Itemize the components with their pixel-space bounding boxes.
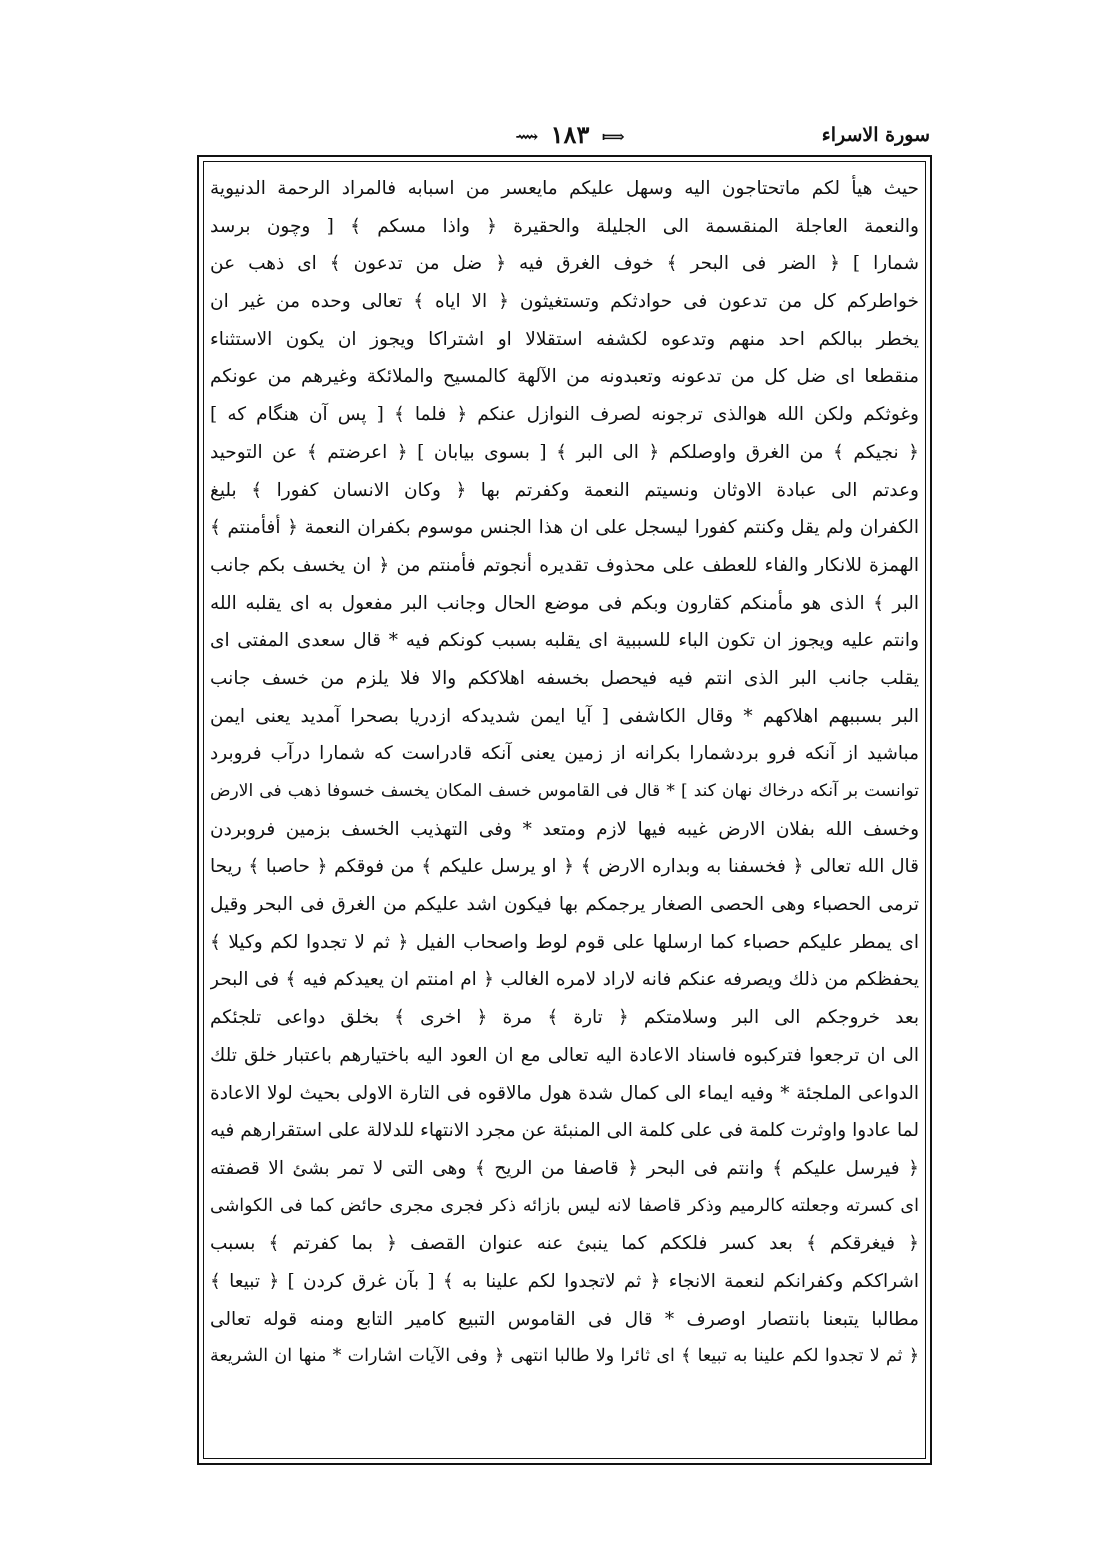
text-line: ﴿ ثم لا تجدوا لكم علينا به تبيعا ﴾ اى ثائرا ولا طالبا انتهى ﴿ وفى الآيات اشارات * منها ان الشريعة <box>210 1346 919 1367</box>
ornament-left-icon: ⟿ <box>515 127 539 146</box>
text-line: اشراككم وكفرانكم لنعمة الانجاء ﴿ ثم لاتجدوا لكم علينا به ﴾ [ بآن غرق كردن ] ﴿ تبيعا ﴾ <box>210 1270 919 1292</box>
text-line: البر ﴾ الذى هو مأمنكم كقارون وبكم فى موضع الحال وجانب البر مفعول به اى يقلبه الله <box>210 592 919 614</box>
text-line: والنعمة العاجلة المنقسمة الى الجليلة والحقيرة ﴿ واذا مسكم ﴾ [ وچون برسد <box>210 215 919 237</box>
text-body <box>210 170 919 1455</box>
text-line: ﴿ فيرسل عليكم ﴾ وانتم فى البحر ﴿ قاصفا من الريح ﴾ وهى التى لا تمر بشئ الا قصفته <box>210 1157 919 1179</box>
text-line: الدواعى الملجئة * وفيه ايماء الى كمال شدة هول مالاقوه فى التارة الاولى بحيث لولا الاعادة <box>210 1082 919 1104</box>
text-line: يقلب جانب البر الذى انتم فيه فيحصل بخسفه اهلاككم والا فلا يلزم من خسف جانب <box>210 667 919 689</box>
text-line: خواطركم كل من تدعون فى حوادثكم وتستغيثون ﴿ الا اياه ﴾ تعالى وحده من غير ان <box>210 291 919 313</box>
text-line: حيث هيأ لكم ماتحتاجون اليه وسهل عليكم مايعسر من اسبابه فالمراد الرحمة الدنيوية <box>210 178 919 199</box>
text-line: الكفران ولم يقل وكنتم كفورا ليسجل على ان هذا الجنس موسوم بكفران النعمة ﴿ أفأمنتم ﴾ <box>210 517 919 539</box>
text-line: ترمى الحصباء وهى الحصى الصغار يرجمكم بها فيكون اشد عليكم من الغرق فى البحر وقيل <box>210 894 919 916</box>
text-line: الهمزة للانكار والفاء للعطف على محذوف تقديره أنجوتم فأمنتم من ﴿ ان يخسف بكم جانب <box>210 554 919 576</box>
text-line: البر بسببهم اهلاكهم * وقال الكاشفى [ آيا ايمن شديدكه ازدريا بصحرا آمديد يعنى ايمن <box>210 705 919 727</box>
text-line: وغوثكم ولكن الله هوالذى ترجونه لصرف النوازل عنكم ﴿ فلما ﴾ [ پس آن هنگام كه ] <box>210 404 919 426</box>
page-header <box>205 112 930 152</box>
text-line: مطالبا يتبعنا بانتصار اوصرف * قال فى القاموس التبيع كامير التابع ومنه قوله تعالى <box>210 1308 919 1330</box>
text-line: يحفظكم من ذلك ويصرفه عنكم فانه لاراد لامره الغالب ﴿ ام امنتم ان يعيدكم فيه ﴾ فى البحر <box>210 969 919 991</box>
page-number-block <box>495 120 645 149</box>
text-line: مباشيد از آنكه فرو بردشمارا بكرانه از زمين يعنى آنكه قادراست كه شمارا درآب فروبرد <box>210 743 919 765</box>
ornament-right-icon: ⟾ <box>601 127 625 146</box>
text-line: اى يمطر عليكم حصباء كما ارسلها على قوم لوط واصحاب الفيل ﴿ ثم لا تجدوا لكم وكيلا ﴾ <box>210 931 919 953</box>
text-line: ﴿ نجيكم ﴾ من الغرق واوصلكم ﴿ الى البر ﴾ [ بسوى بيابان ] ﴿ اعرضتم ﴾ عن التوحيد <box>210 441 919 463</box>
text-line: بعد خروجكم الى البر وسلامتكم ﴿ تارة ﴾ مرة ﴿ اخرى ﴾ بخلق دواعى تلجئكم <box>210 1007 919 1029</box>
text-line: وخسف الله بفلان الارض غيبه فيها لازم ومتعد * وفى التهذيب الخسف بزمين فروبردن <box>210 818 919 840</box>
text-line: وانتم عليه ويجوز ان تكون الباء للسببية اى يقلبه بسبب كونكم فيه * قال سعدى المفتى اى <box>210 630 919 652</box>
text-line: منقطعا اى ضل كل من تدعونه وتعبدونه من الآلهة كالمسيح والملائكة وغيرهم من عونكم <box>210 366 919 388</box>
text-line: قال الله تعالى ﴿ فخسفنا به وبداره الارض ﴾ ﴿ او يرسل عليكم ﴾ من فوقكم ﴿ حاصبا ﴾ ريحا <box>210 856 919 878</box>
text-line: اى كسرته وجعلته كالرميم وذكر قاصفا لانه ليس بازائه ذكر فجرى مجرى حائض كما فى الكواشى <box>210 1195 919 1216</box>
text-line: توانست بر آنكه درخاك نهان كند ] * قال فى القاموس خسف المكان يخسف خسوفا ذهب فى الارض <box>210 781 919 801</box>
text-line: ﴿ فيغرقكم ﴾ بعد كسر فلككم كما ينبئ عنه عنوان القصف ﴿ بما كفرتم ﴾ بسبب <box>210 1233 919 1255</box>
surah-name: سورة الاسراء <box>821 124 930 146</box>
page-number: ۱۸۳ <box>550 120 590 149</box>
text-line: الى ان ترجعوا فتركبوه فاسناد الاعادة اليه تعالى مع ان العود اليه باختيارهم باعتبار خلق تلك <box>210 1044 919 1066</box>
text-line: لما عادوا واوثرت كلمة فى على كلمة الى المنبئة عن مجرد الانتهاء للدلالة على استقرارهم فيه <box>210 1120 919 1142</box>
text-line: يخطر ببالكم احد منهم وتدعوه لكشفه استقلالا او اشتراكا ويجوز ان يكون الاستثناء <box>210 328 919 350</box>
text-line: وعدتم الى عبادة الاوثان ونسيتم النعمة وكفرتم بها ﴿ وكان الانسان كفورا ﴾ بليغ <box>210 479 919 501</box>
text-line: شمارا ] ﴿ الضر فى البحر ﴾ خوف الغرق فيه ﴿ ضل من تدعون ﴾ اى ذهب عن <box>210 253 919 275</box>
